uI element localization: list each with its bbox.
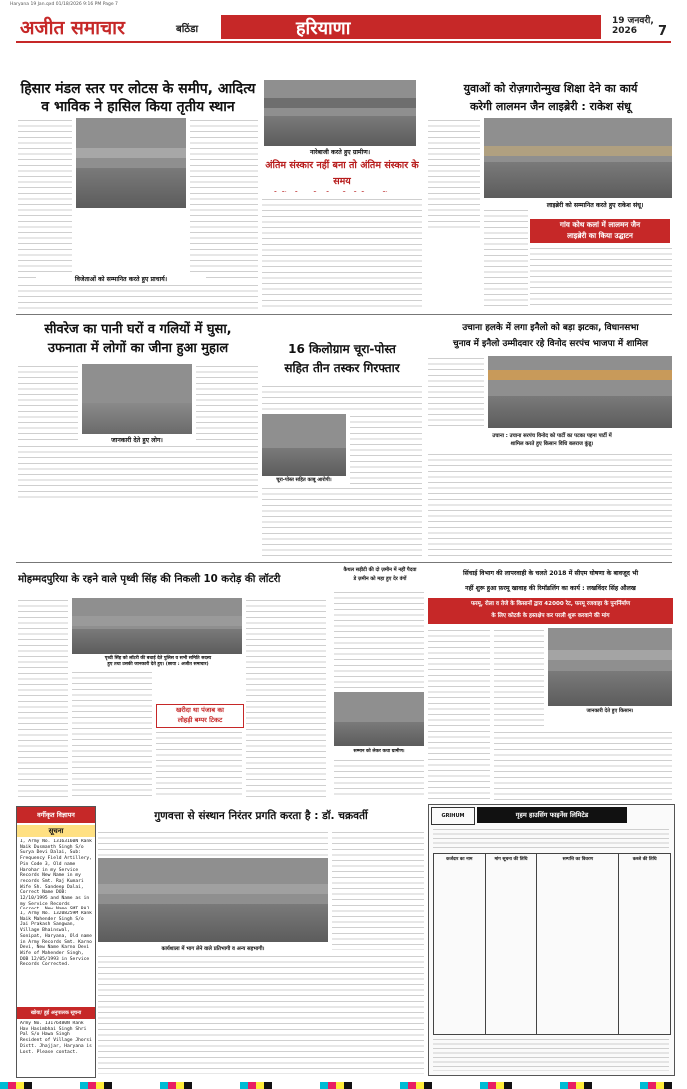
a5-headline-line2: सहित तीन तस्कर गिरफ्तार	[284, 361, 400, 375]
a8-body	[334, 590, 424, 690]
a1-headline-line1: हिसार मंडल स्तर पर लोटस के समीप, आदित्य	[20, 81, 256, 97]
a3-headline-line2: करेगी लालमन जैन लाइब्रेरी : राकेश संधू	[470, 100, 631, 113]
grihum-col3: सम्पत्ति का विवरण	[537, 854, 619, 1034]
grihum-table	[433, 853, 671, 1035]
classifieds-column	[16, 806, 96, 1078]
a7-body-col2	[72, 670, 152, 798]
lost-text: Army No. 13176480N Rank Hav Hasimbhai Singh Shri Pal S/o Hawa Singh Resident of Village Jhorsi Distt. Jhajjar, Haryana is Lost. Please contact.	[20, 1021, 92, 1055]
notice-title: सूचना	[17, 825, 95, 837]
a6-headline-line1: उचाना हलके में लगा इनैलो को बड़ा झटका, विधानसभा	[462, 323, 639, 333]
grihum-body	[433, 827, 669, 851]
grihum-notice	[428, 804, 675, 1076]
a6-caption-line2: शामिल करते हुए किसान विधि बलराज कुंडू।	[510, 441, 594, 447]
a1-headline	[18, 80, 258, 116]
grihum-col1: कर्जदार का नाम	[434, 854, 486, 1034]
a5-photo	[262, 414, 346, 476]
a9-headline-line2: नहीं शुरू हुआ फ़रमू खावाह की रिमॉडलिंग का कार्य : लखविंदर सिंह औलख	[465, 585, 636, 592]
a7-body-col1	[18, 598, 68, 798]
a1-photo	[76, 118, 186, 208]
a8-caption: सम्मान को लेकर कथा ग्रामीण।	[334, 748, 424, 754]
grihum-footer	[433, 1037, 669, 1071]
a3-pullquote-line2: लाइब्रेरी का किया उद्घाटन	[567, 231, 633, 240]
a10-body-top	[98, 830, 328, 856]
grihum-logo: GRIHUM	[431, 807, 475, 825]
a5-headline-line1: 16 किलोग्राम चूरा-पोस्त	[288, 342, 396, 356]
lost-title: खोया/ हुई अनुपालक सूचना	[17, 1007, 95, 1019]
classifieds-title: वर्गीकृत विज्ञापन	[17, 807, 95, 823]
masthead	[16, 13, 671, 43]
a6-caption	[430, 432, 674, 448]
a5-body-top	[262, 384, 422, 412]
a3-pullquote-line1: गांव कोथ कलां में लालमन जैन	[559, 220, 641, 229]
a10-photo	[98, 858, 328, 942]
a9-body-col3	[494, 730, 672, 800]
a4-caption: जानकारी देते हुए लोग।	[82, 435, 192, 444]
a7-body-col4	[246, 598, 326, 798]
a3-photo	[484, 118, 672, 198]
a8-photo	[334, 692, 424, 746]
a9-subhead	[428, 598, 673, 624]
a3-body-col3	[530, 246, 672, 308]
print-slug: Haryana 19 Jan.qxd 01/18/2026 9:16 PM Page 7	[10, 2, 118, 7]
a7-photo	[72, 598, 242, 654]
section-title: हरियाणा	[296, 18, 351, 39]
a3-pullquote	[530, 219, 670, 243]
divider-1	[16, 314, 672, 315]
a2-headline	[262, 158, 422, 192]
a6-body-col1	[428, 356, 484, 426]
a7-caption-line2: हुए तथा उसकी जानकारी देते हुए। (छाया : अजीत समाचार)	[107, 662, 209, 667]
a2-photo	[264, 80, 416, 146]
a9-subhead-line2: के लिए कोटर्क के हस्तक्षेप कर परली शुरू करवाने की मांग	[491, 613, 610, 619]
a1-headline-line2: व भाविक ने हासिल किया तृतीय स्थान	[41, 99, 235, 115]
city-name: बठिंडा	[176, 24, 199, 35]
a5-headline	[262, 340, 422, 380]
a8-body-bottom	[334, 758, 424, 798]
notice-2: I, Army No. 13208259M Rank Naik Mahender Singh S/o Jai Prakash Sangwan, Village Bhainswal, Sonipat, Haryana, Old name in Army Records Smt. Karno Devi, New Name Karno Devi Wife of Mahender Singh, DOB 12/05/1993 in Service Records Corrected.	[20, 911, 92, 968]
a6-body-bottom	[428, 452, 672, 556]
a3-headline-line1: युवाओं को रोज़गारोन्मुख शिक्षा देने का कार्य	[463, 82, 638, 95]
a5-body-side	[350, 414, 422, 484]
a7-headline: मोहम्मदपुरिया के रहने वाले पृथ्वी सिंह की निकली 10 करोड़ की लॉटरी	[18, 574, 281, 585]
divider-2	[16, 562, 672, 563]
a10-body-side	[332, 830, 424, 950]
a9-caption: जानकारी देते हुए किसान।	[548, 708, 672, 714]
a9-subhead-line1: फरमू, रोला व तेजे के किसानों द्वारा 42000 रेट, फरमू रजवाहा के पुनर्निर्माण	[470, 601, 631, 607]
a7-pullquote-line2: लोहड़ी बम्पर टिकट	[177, 716, 223, 724]
a7-pullquote	[156, 704, 244, 728]
a1-body-col2	[190, 118, 258, 278]
a9-body-col1	[428, 628, 490, 800]
a1-body-bottom	[18, 283, 258, 311]
a9-body-col2	[494, 628, 544, 728]
a2-body	[262, 197, 422, 309]
a10-body-bottom	[98, 954, 424, 1074]
a7-caption	[72, 656, 244, 668]
a10-caption: कार्यशाला में भाग लेने वाले प्रतिभागी व अन्य सहभागी।	[98, 944, 328, 952]
a9-headline-line1: सिंचाई विभाग की लापरवाही के चलते 2018 में सीएम घोषणा के बावजूद भी	[462, 570, 639, 577]
a9-headline	[428, 566, 673, 598]
a3-body-col1	[428, 118, 480, 230]
notice-1: I, Army No. 13163160N Rank Naik Dusmanth Singh S/o Surya Devi Dalai, Sub: Frequency Field Artillery, Pin Code 3, Old name Harohar in my Service Records New Name in my records Smt. Raj Kumari Wife Sh. Sandeep Dalai, Correct Name DOB: 12/10/1995 and Name as in my Service Records	[20, 839, 92, 907]
a9-photo	[548, 628, 672, 706]
a2-caption: नारेबाजी करते हुए ग्रामीण।	[264, 147, 416, 156]
a4-headline-line2: उफनाता में लोगों का जीना हुआ मुहाल	[47, 341, 229, 356]
a6-headline	[428, 320, 673, 352]
paper-name: अजीत समाचार	[20, 17, 125, 39]
a7-pullquote-line1: खरीदा था पंजाब का	[175, 706, 224, 714]
a7-body-col3	[156, 730, 242, 798]
a4-headline	[18, 320, 258, 360]
a4-headline-line1: सीवरेज का पानी घरों व गलियों में घुसा,	[44, 322, 232, 337]
registration-marks	[0, 1082, 687, 1089]
a1-body-col1	[18, 118, 72, 278]
grihum-title: गृहम हाउसिंग फाइनेंस लिमिटेड	[477, 807, 627, 823]
a5-caption: चूरा-पोस्त सहित काबू आरोपी।	[262, 477, 346, 483]
a3-body-col2	[484, 208, 528, 308]
page-number: 7	[658, 24, 668, 39]
a8-headline	[334, 566, 426, 588]
a8-headline-line2: डे ज़मीन को महा हुए देर वंगों	[353, 576, 407, 582]
a5-body-bottom	[262, 486, 422, 556]
a4-photo	[82, 364, 192, 434]
a6-photo	[488, 356, 672, 428]
a1-caption: विजेताओं को सम्मानित करते हुए प्राचार्य।	[36, 274, 206, 283]
a3-caption: लाइब्रेरी को सम्मानित करते हुए राकेश संधू।	[520, 200, 670, 209]
a10-headline: गुणवत्ता से संस्थान निरंतर प्रगति करता है : डॉ. चक्रवर्ती	[154, 810, 368, 822]
a6-headline-line2: चुनाव में इनैलो उम्मीदवार रहे विनोद सरपंच भाजपा में शामिल	[452, 339, 649, 349]
date: 19 जनवरी, 2026	[612, 16, 654, 36]
a8-headline-line1: कैथल सड़ीटी की दो ज़मीन में नहीं पैदवा	[343, 567, 417, 573]
a6-caption-line1: उचाना : उचाना सरपंच विनोद को पार्टी का पटका पहना पार्टी में	[492, 433, 612, 439]
a2-headline-line2	[262, 190, 422, 192]
grihum-col4: कब्जे की तिथि	[632, 857, 657, 862]
section-bar	[221, 15, 601, 39]
grihum-col2: मांग सूचना की तिथि	[486, 854, 538, 1034]
a7-caption-line1: पृथ्वी सिंह को लॉटरी की बधाई देते पुलिस व सभी समिति सदस्य	[104, 656, 212, 661]
a4-body-bottom	[18, 444, 258, 500]
a3-headline	[428, 80, 673, 116]
a2-headline-line1: अंतिम संस्कार नहीं बना तो अंतिम संस्कार के समय	[265, 160, 419, 187]
